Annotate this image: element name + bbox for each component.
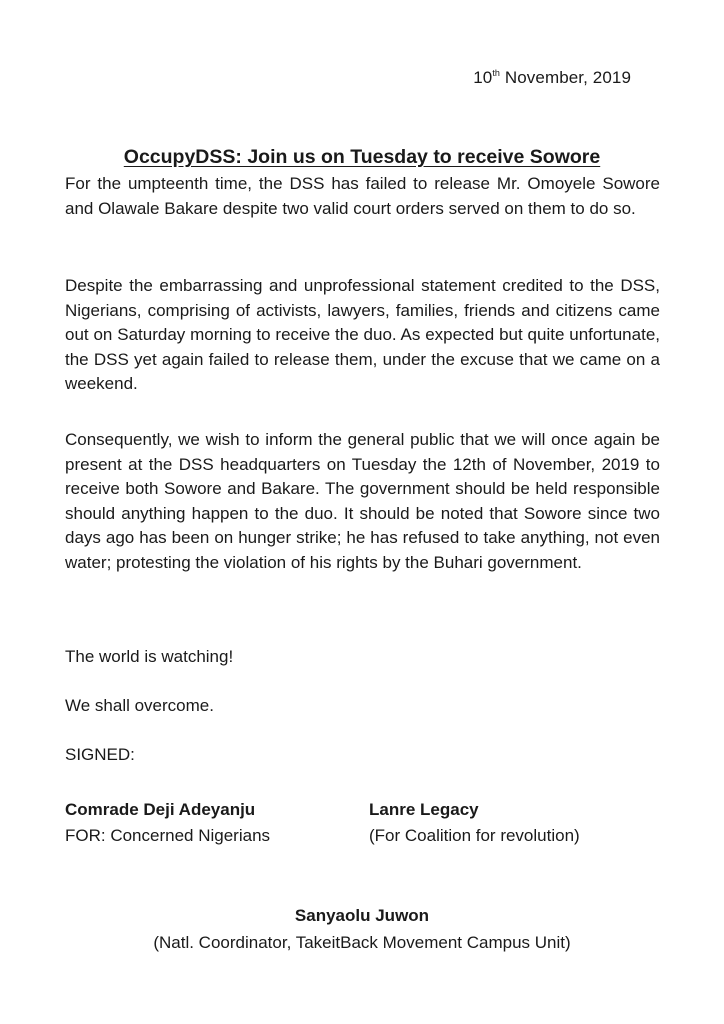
date-ordinal-suffix: th <box>492 68 501 78</box>
paragraph-court-orders: For the umpteenth time, the DSS has failed to release Mr. Omoyele Sowore and Olawale Bakare despite two valid court orders served on them to do so. <box>65 174 660 218</box>
signatory-name: Sanyaolu Juwon <box>294 906 430 925</box>
paragraph-saturday-gathering: Despite the embarrassing and unprofessional statement credited to the DSS, Nigerians, comprising of activists, lawyers, families, friends and citizens came out on Saturday morning to receive the duo. As expected but quite unfortunate, the DSS yet again failed to release them, under the excuse that we came on a weekend. <box>65 276 660 393</box>
signatory-block-juwon <box>0 902 724 956</box>
document-title: OccupyDSS: Join us on Tuesday to receive Sowore <box>123 146 601 168</box>
document-date <box>473 68 631 88</box>
date-month-year: November, 2019 <box>500 68 631 87</box>
signatory-name: Comrade Deji Adeyanju <box>65 800 256 819</box>
signatory-role: (For Coalition for revolution) <box>369 826 580 845</box>
signed-label: SIGNED: <box>65 745 135 764</box>
closing-line-overcome: We shall overcome. <box>65 696 214 715</box>
date-day: 10 <box>473 68 493 87</box>
signatory-name: Lanre Legacy <box>369 800 479 819</box>
signatory-role: (Natl. Coordinator, TakeitBack Movement Campus Unit) <box>153 933 571 952</box>
signatory-block-adeyanju <box>65 797 270 849</box>
signatory-role: FOR: Concerned Nigerians <box>65 826 271 845</box>
signatory-block-legacy <box>369 797 580 849</box>
closing-line-world-watching: The world is watching! <box>65 647 234 666</box>
paragraph-tuesday-announcement: Consequently, we wish to inform the general public that we will once again be present at the DSS headquarters on Tuesday the 12th of November, 2019 to receive both Sowore and Bakare. The government should be held responsible should anything happen to the duo. It should be noted that Sowore since two days ago has been on hunger strike; he has refused to take anything, not even water; protesting the violation of his rights by the Buhari government. <box>65 430 660 572</box>
